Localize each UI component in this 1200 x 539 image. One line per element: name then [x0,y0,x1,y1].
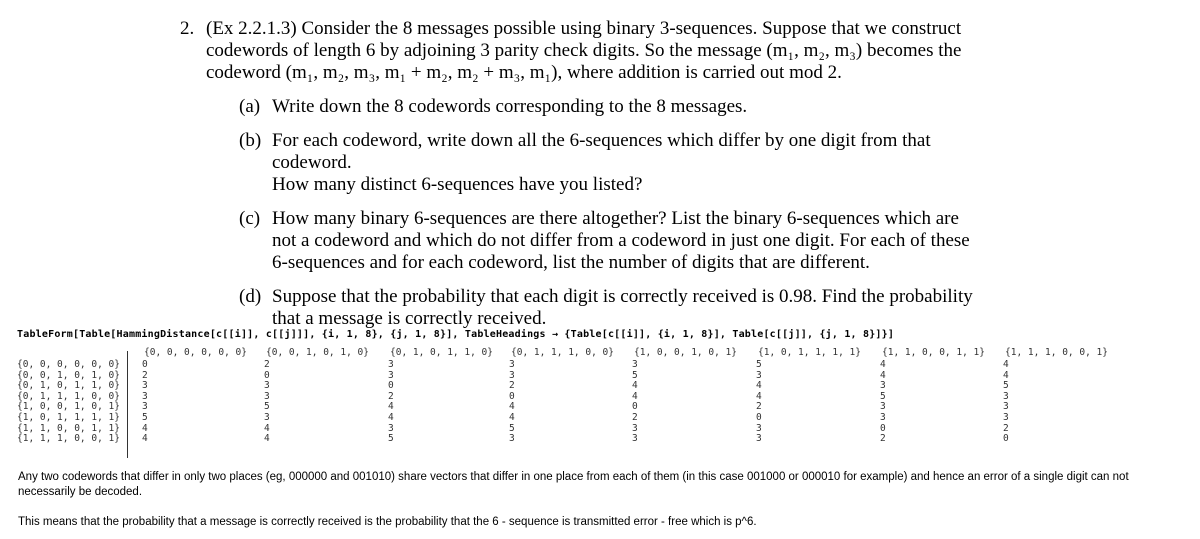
table-cell: 4 [756,380,762,392]
table-cell: 0 [264,369,270,381]
table-cell: 3 [880,412,886,423]
table-cell: 3 [1003,390,1009,402]
table-cell: 3 [880,380,886,392]
column-header: {1, 1, 1, 0, 0, 1} [1005,347,1108,358]
part-label: (c) [239,208,261,229]
row-header: {1, 1, 0, 0, 1, 1} [17,422,120,434]
table-cell: 3 [264,380,270,392]
table-cell: 4 [388,412,394,423]
table-cell: 4 [632,380,638,392]
row-header: {0, 1, 0, 1, 1, 0} [17,380,120,392]
table-cell: 3 [632,422,638,434]
table-cell: 5 [388,433,394,445]
table-cell: 0 [142,359,148,370]
part-line: not a codeword and which do not differ from a codeword in just one digit. For each of these [272,230,970,251]
column-header: {0, 0, 1, 0, 1, 0} [266,347,369,358]
table-cell: 4 [142,433,148,445]
table-cell: 5 [1003,380,1009,392]
part-b [239,130,1000,196]
table-cell: 4 [509,401,515,413]
table-cell: 2 [756,401,762,413]
table-cell: 3 [388,369,394,381]
table-cell: 2 [264,359,270,370]
table-cell: 3 [1003,412,1009,423]
table-cell: 5 [880,390,886,402]
row-header: {0, 0, 0, 0, 0, 0} [17,359,120,370]
statement-line: codeword (m₁, m₂, m₃, m₁ + m₂, m₂ + m₃, m₁), where addition is carried out mod 2. [206,62,842,83]
column-header: {0, 1, 0, 1, 1, 0} [390,347,493,358]
table-cell: 4 [1003,369,1009,381]
table-cell: 4 [509,412,515,423]
row-header: {0, 0, 1, 0, 1, 0} [17,369,120,381]
table-cell: 3 [509,359,515,370]
table-cell: 3 [880,401,886,413]
row-header: {0, 1, 1, 1, 0, 0} [17,390,120,402]
part-line: that a message is correctly received. [272,308,547,329]
table-cell: 3 [142,390,148,402]
table-cell: 4 [880,369,886,381]
table-cell: 0 [880,422,886,434]
table-cell: 4 [1003,359,1009,370]
table-cell: 3 [756,369,762,381]
part-d [239,286,1000,330]
table-cell: 2 [880,433,886,445]
table-divider [127,351,128,458]
part-label: (a) [239,96,261,117]
statement-line: codewords of length 6 by adjoining 3 parity check digits. So the message (m₁, m₂, m₃) becomes the [206,40,962,61]
table-cell: 5 [264,401,270,413]
table-cell: 2 [509,380,515,392]
table-cell: 3 [264,412,270,423]
table-cell: 0 [1003,433,1009,445]
table-cell: 5 [509,422,515,434]
column-header: {1, 0, 0, 1, 0, 1} [634,347,737,358]
mathematica-command: TableForm[Table[HammingDistance[c[[i]], c[[j]]], {i, 1, 8}, {j, 1, 8}], TableHeadings → {Table[c[[i]], {i, 1, 8}], Table[c[[j]], {j, 1, 8}]}] [17,329,895,340]
part-line: Suppose that the probability that each digit is correctly received is 0.98. Find the probability [272,286,973,307]
column-header: {0, 0, 0, 0, 0, 0} [144,347,247,358]
table-cell: 4 [756,390,762,402]
part-line: How many distinct 6-sequences have you listed? [272,174,643,195]
column-header: {1, 1, 0, 0, 1, 1} [882,347,985,358]
table-cell: 2 [632,412,638,423]
problem-number: 2. [180,18,195,39]
table-cell: 3 [264,390,270,402]
column-header: {1, 0, 1, 1, 1, 1} [758,347,861,358]
table-cell: 2 [142,369,148,381]
statement-line: (Ex 2.2.1.3) Consider the 8 messages possible using binary 3-sequences. Suppose that we construct [206,18,962,39]
table-cell: 3 [756,422,762,434]
part-c [239,208,1000,274]
table-cell: 0 [632,401,638,413]
table-cell: 3 [632,433,638,445]
table-cell: 4 [264,422,270,434]
part-label: (b) [239,130,262,151]
table-cell: 3 [632,359,638,370]
problem-statement [180,18,1000,342]
part-line: For each codeword, write down all the 6-sequences which differ by one digit from that codeword. [272,130,931,173]
problem-parts [206,96,1000,330]
table-cell: 4 [388,401,394,413]
table-cell: 3 [142,380,148,392]
table-cell: 4 [264,433,270,445]
table-cell: 4 [142,422,148,434]
row-header: {1, 0, 0, 1, 0, 1} [17,401,120,413]
column-header: {0, 1, 1, 1, 0, 0} [511,347,614,358]
row-header: {1, 1, 1, 0, 0, 1} [17,433,120,445]
table-cell: 2 [1003,422,1009,434]
table-cell: 0 [509,390,515,402]
table-cell: 4 [632,390,638,402]
table-cell: 3 [388,359,394,370]
table-cell: 3 [1003,401,1009,413]
part-line: 6-sequences and for each codeword, list the number of digits that are different. [272,252,870,273]
part-a [239,96,1000,118]
table-cell: 3 [388,422,394,434]
part-line: How many binary 6-sequences are there altogether? List the binary 6-sequences which are [272,208,959,229]
note-conclusion: This means that the probability that a message is correctly received is the probability that the 6 - sequence is transmitted error - free which is p^6. [18,516,757,528]
part-line: Write down the 8 codewords corresponding to the 8 messages. [272,96,748,117]
table-cell: 5 [632,369,638,381]
table-cell: 0 [756,412,762,423]
table-cell: 3 [509,433,515,445]
table-cell: 2 [388,390,394,402]
table-cell: 5 [142,412,148,423]
table-cell: 3 [509,369,515,381]
row-header: {1, 0, 1, 1, 1, 1} [17,412,120,423]
table-cell: 3 [756,433,762,445]
table-cell: 4 [880,359,886,370]
part-label: (d) [239,286,262,307]
note-explanation: Any two codewords that differ in only two places (eg, 000000 and 001010) share vectors that differ in one place from each of them (in this case 001000 or 000010 for example) and hence an error of a single digit can not necessarily be decoded. [18,471,1129,498]
table-cell: 3 [142,401,148,413]
table-cell: 5 [756,359,762,370]
table-cell: 0 [388,380,394,392]
